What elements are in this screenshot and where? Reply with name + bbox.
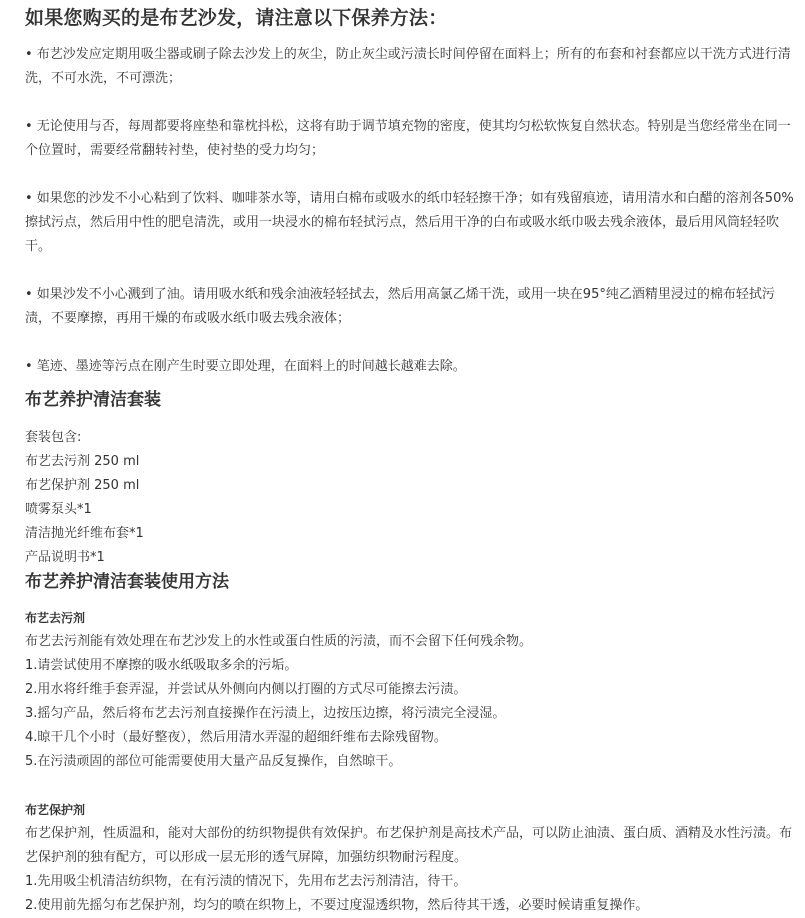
care-tip-dusting: • 布艺沙发应定期用吸尘器或刷子除去沙发上的灰尘，防止灰尘或污渍长时间停留在面料上；所有的布套和衬套都应以干洗方式进行清洗，不可水洗，不可漂洗；: [25, 47, 791, 86]
stain-remover-title: 布艺去污剂: [25, 611, 86, 625]
usage-heading: 布艺养护清洁套装使用方法: [25, 572, 229, 592]
kit-item: 布艺保护剂 250 ml: [25, 478, 140, 493]
care-tip-drink-spills: • 如果您的沙发不小心粘到了饮料、咖啡茶水等，请用白棉布或吸水的纸巾轻轻擦干净；如有残留痕迹，请用清水和白醋的溶剂各50%擦拭污点，然后用中性的肥皂清洗，或用一块浸水的棉布轻拭污点，然后用干净的白布或吸水纸巾吸去残余液体，最后用风筒轻轻吹干。: [25, 191, 794, 254]
kit-intro: 套装包含:: [25, 430, 82, 445]
kit-item: 清洁抛光纤维布套*1: [25, 526, 144, 541]
stain-remover-step: 4.晾干几个小时（最好整夜），然后用清水弄湿的超细纤维布去除残留物。: [25, 730, 447, 745]
kit-item: 产品说明书*1: [25, 550, 105, 565]
stain-remover-step: 5.在污渍顽固的部位可能需要使用大量产品反复操作，自然晾干。: [25, 754, 402, 769]
care-tip-oil-spills: • 如果沙发不小心溅到了油。请用吸水纸和残余油液轻轻拭去，然后用高氯乙烯干洗，或用一块在95°纯乙酒精里浸过的棉布轻拭污渍，不要摩擦，再用干燥的布或吸水纸巾吸去残余液体；: [25, 287, 775, 326]
page-title: 如果您购买的是布艺沙发，请注意以下保养方法：: [25, 7, 448, 29]
kit-heading: 布艺养护清洁套装: [25, 390, 161, 410]
protector-title: 布艺保护剂: [25, 803, 86, 817]
stain-remover-step: 3.摇匀产品，然后将布艺去污剂直接操作在污渍上，边按压边擦，将污渍完全浸湿。: [25, 706, 506, 721]
stain-remover-step: 1.请尝试使用不摩擦的吸水纸吸取多余的污垢。: [25, 658, 298, 673]
protector-desc: 布艺保护剂，性质温和，能对大部份的纺织物提供有效保护。布艺保护剂是高技术产品，可以防止油渍、蛋白质、酒精及水性污渍。布艺保护剂的独有配方，可以形成一层无形的透气屏障，加强纺织物耐污程度。: [25, 826, 793, 865]
stain-remover-desc: 布艺去污剂能有效处理在布艺沙发上的水性或蛋白性质的污渍，而不会留下任何残余物。: [25, 634, 533, 649]
care-tip-ink-stains: • 笔迹、墨迹等污点在刚产生时要立即处理，在面料上的时间越长越难去除。: [25, 359, 466, 374]
care-tip-cushions: • 无论使用与否，每周都要将座垫和靠枕抖松，这将有助于调节填充物的密度，使其均匀松软恢复自然状态。特别是当您经常坐在同一个位置时，需要经常翻转衬垫，使衬垫的受力均匀；: [25, 119, 791, 158]
kit-item: 布艺去污剂 250 ml: [25, 454, 140, 469]
kit-item: 喷雾泵头*1: [25, 502, 92, 517]
protector-step: 2.使用前先摇匀布艺保护剂，均匀的喷在织物上，不要过度湿透织物，然后待其干透，必要时候请重复操作。: [25, 898, 649, 913]
stain-remover-step: 2.用水将纤维手套弄湿，并尝试从外侧向内侧以打圈的方式尽可能擦去污渍。: [25, 682, 467, 697]
protector-step: 1.先用吸尘机清洁纺织物，在有污渍的情况下，先用布艺去污剂清洁，待干。: [25, 874, 467, 889]
